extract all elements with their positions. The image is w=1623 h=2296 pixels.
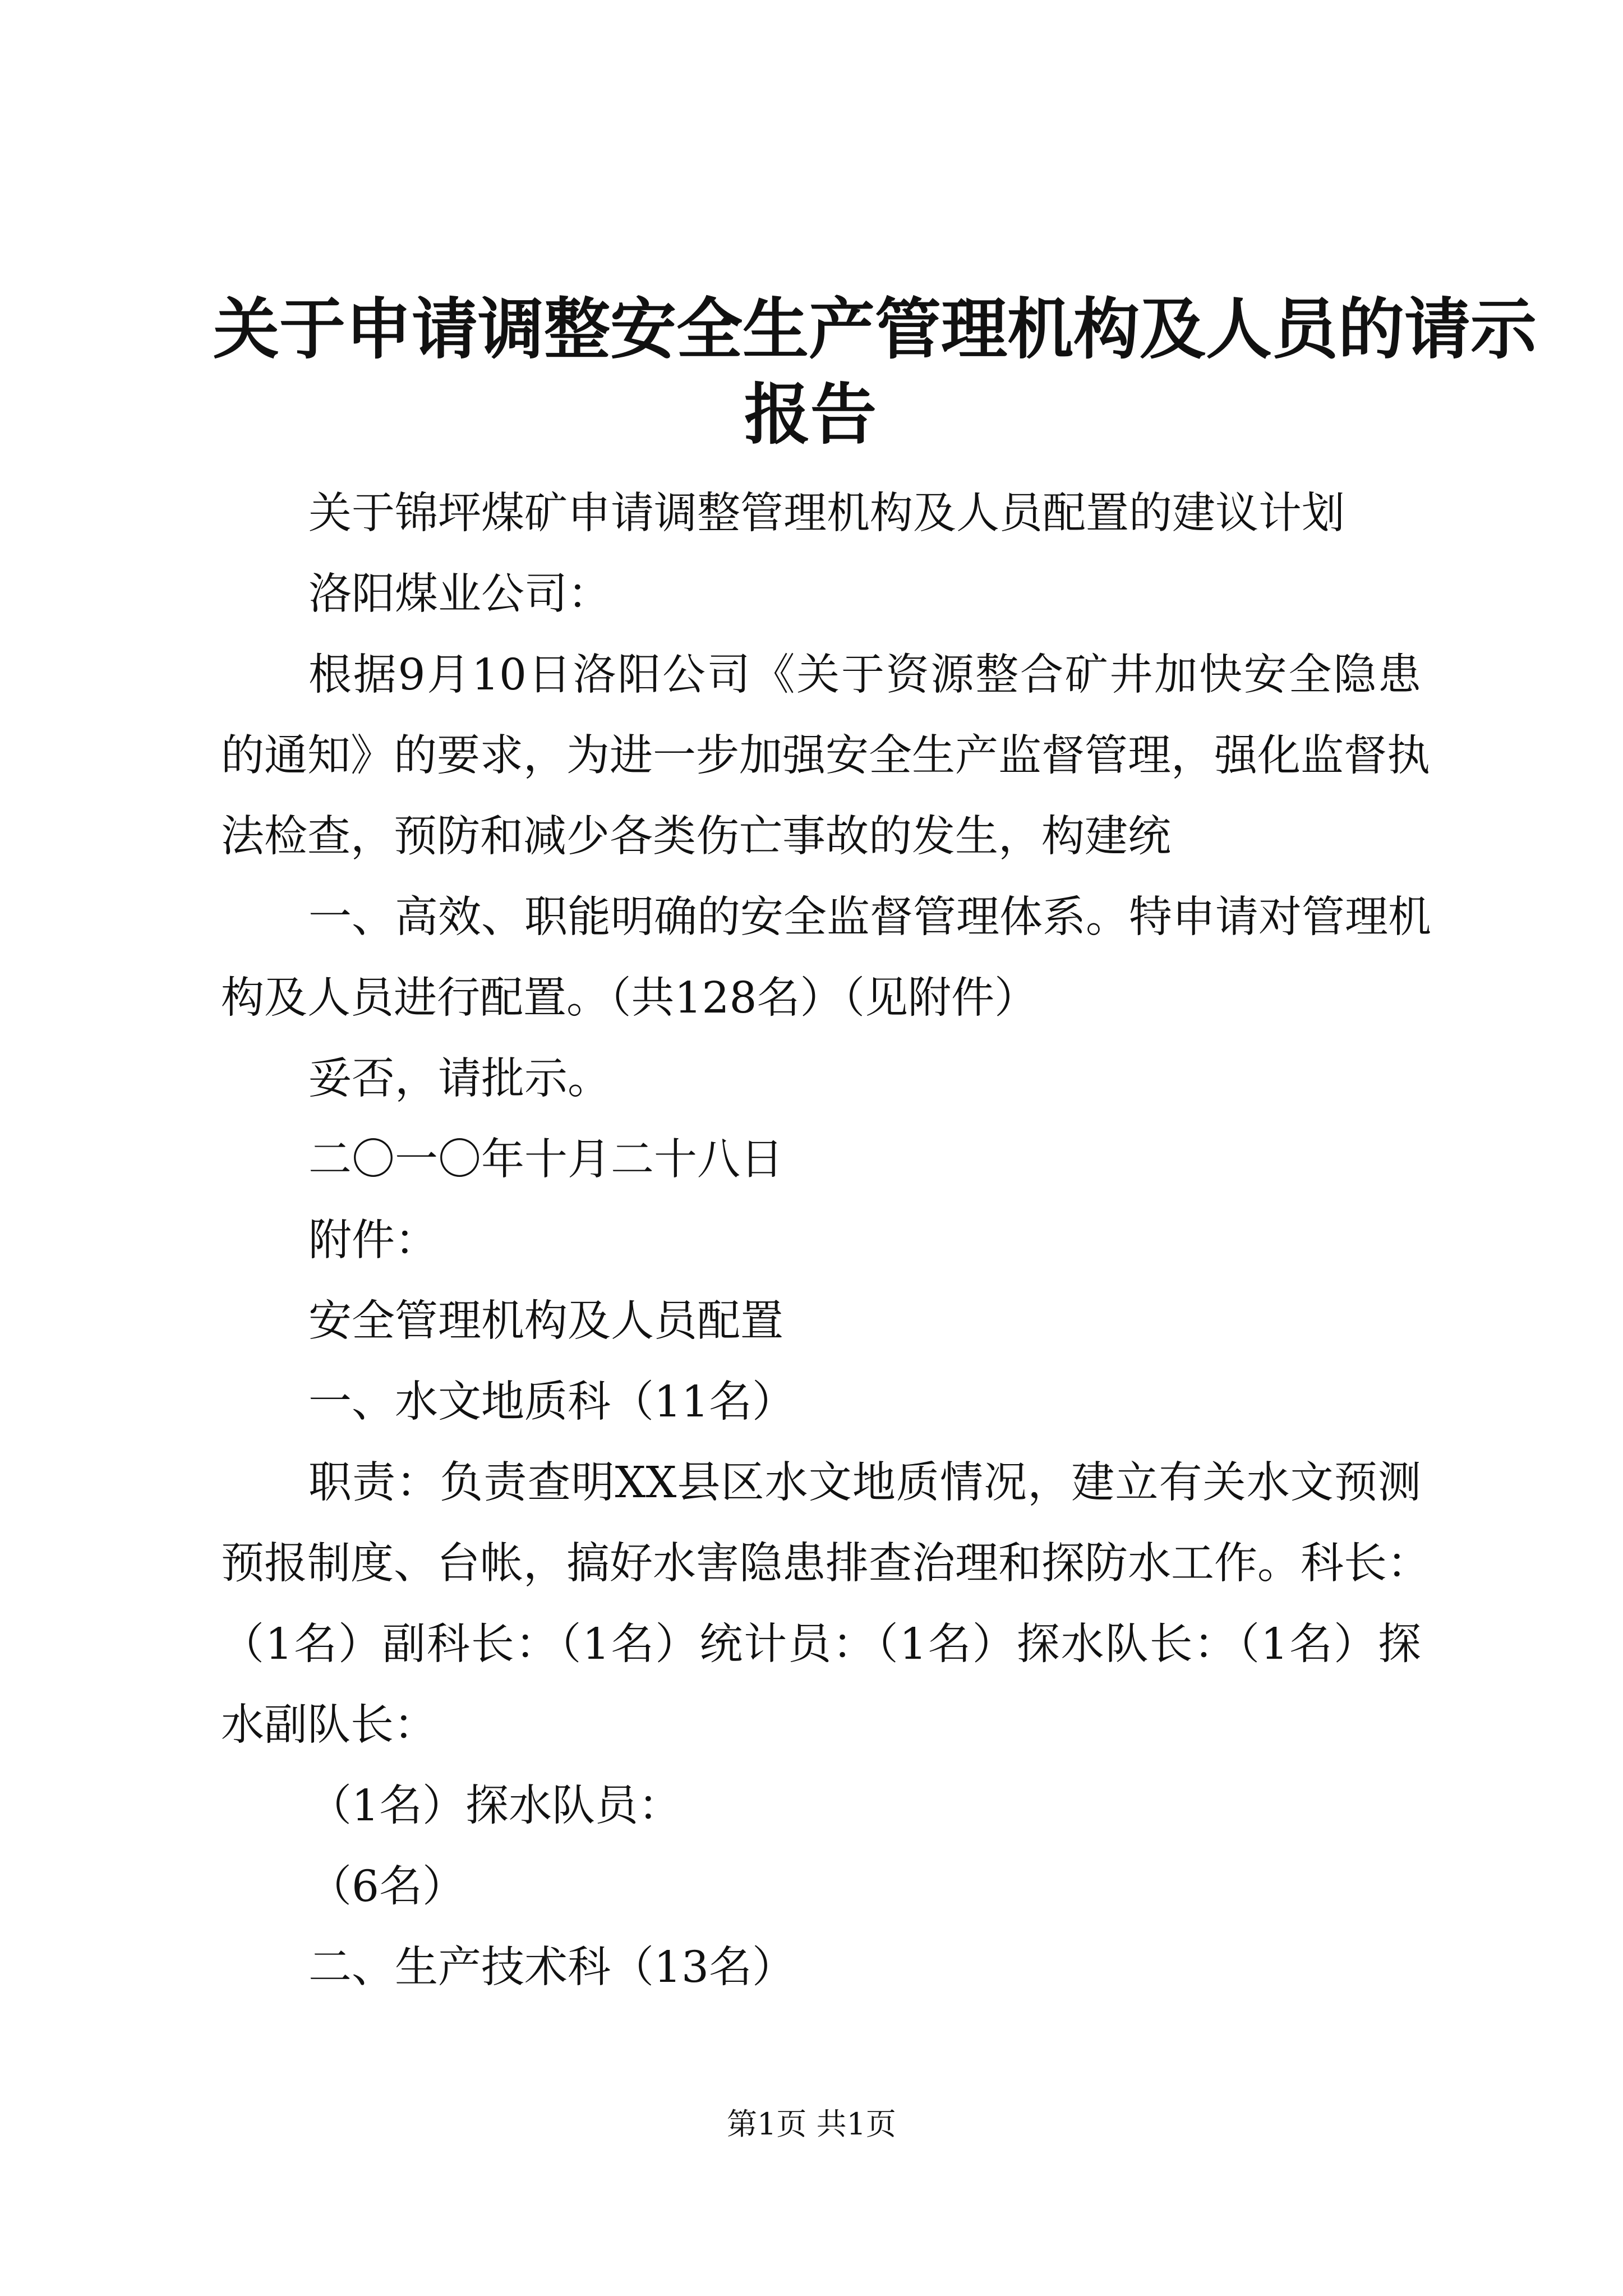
document-title-line-2: 报告 xyxy=(744,375,877,453)
paragraph-line: 预报制度、台帐，搞好水害隐患排查治理和探防水工作。科长： xyxy=(221,1539,1430,1589)
page-footer: 第1页 共1页 xyxy=(727,2106,896,2142)
section-heading: 一、水文地质科（11名） xyxy=(308,1377,795,1427)
paragraph-line: （1名）探水队员： xyxy=(308,1781,681,1831)
paragraph-line: 构及人员进行配置。（共128名）（见附件） xyxy=(221,973,1038,1023)
paragraph-line: （6名） xyxy=(308,1862,465,1912)
paragraph-line: 的通知》的要求，为进一步加强安全生产监督管理，强化监督执 xyxy=(221,731,1430,781)
paragraph-line: 根据9月10日洛阳公司《关于资源整合矿井加快安全隐患 xyxy=(308,650,1421,700)
subject-line: 关于锦坪煤矿申请调整管理机构及人员配置的建议计划 xyxy=(308,489,1345,539)
section-heading: 二、生产技术科（13名） xyxy=(308,1943,795,1993)
document-title-line-1: 关于申请调整安全生产管理机构及人员的请示 xyxy=(213,290,1537,368)
addressee-line: 洛阳煤业公司： xyxy=(308,569,611,619)
paragraph-line: 法检查，预防和减少各类伤亡事故的发生，构建统 xyxy=(221,812,1171,862)
paragraph-line: 职责：负责查明XX县区水文地质情况，建立有关水文预测 xyxy=(308,1458,1421,1508)
attachment-title: 安全管理机构及人员配置 xyxy=(308,1296,783,1346)
attachment-label: 附件： xyxy=(308,1216,438,1266)
paragraph-line: （1名）副科长：（1名）统计员：（1名）探水队长：（1名）探 xyxy=(221,1619,1421,1669)
date-line: 二〇一〇年十月二十八日 xyxy=(308,1135,783,1185)
document-body xyxy=(221,473,1431,2008)
paragraph-line: 水副队长： xyxy=(221,1700,437,1750)
paragraph-line: 一、高效、职能明确的安全监督管理体系。特申请对管理机 xyxy=(308,892,1431,942)
request-line: 妥否，请批示。 xyxy=(308,1054,611,1104)
